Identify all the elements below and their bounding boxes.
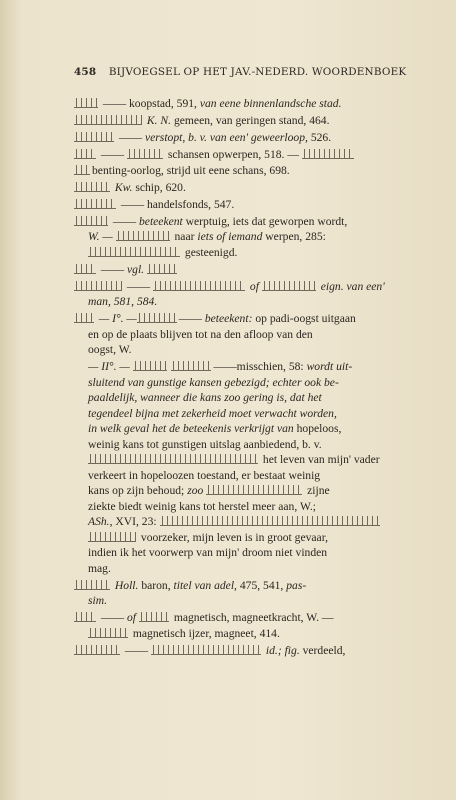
page-number: 458 [74,66,97,78]
javanese-script [88,628,128,638]
javanese-script [153,281,245,291]
running-header [74,66,434,78]
javanese-script [74,313,94,323]
entry-padi-oogst: — I°. — —— beteekent: op padi-oogst uitgaan en op de plaats blijven tot na den afloop van den oogst, W. [74,311,424,358]
javanese-script [139,612,169,622]
javanese-script [74,115,142,125]
javanese-script [74,165,90,175]
entry-verdeeld: —— id.; fig. verdeeld, [74,643,424,659]
entry-gemeen: K. N. gemeen, van geringen stand, 464. [74,113,424,129]
javanese-script [160,516,380,526]
javanese-script [74,264,96,274]
javanese-script [74,281,122,291]
javanese-script [74,216,108,226]
entry-schip: Kw. schip, 620. [74,180,424,196]
entry-handelsfonds: —— handelsfonds, 547. [74,197,424,213]
javanese-script [171,361,211,371]
entry-verstopt: —— verstopt, b. v. van een' geweerloop, 526. [74,130,424,146]
javanese-script [74,199,116,209]
running-title: BIJVOEGSEL OP HET JAV.-NEDERD. WOORDENBOEK [108,66,407,78]
entry-vgl: —— vgl. [74,262,424,278]
javanese-script [133,361,167,371]
javanese-script [206,485,302,495]
javanese-script [74,182,110,192]
entry-werptuig: —— beteekent werptuig, iets dat geworpen wordt, W. — naar iets of iemand werpen, 285: gesteenigd. [74,214,424,261]
entry-magnetisch: —— of magnetisch, magneetkracht, W. — magnetisch ijzer, magneet, 414. [74,610,424,641]
javanese-script [74,612,96,622]
javanese-script [137,313,177,323]
javanese-script [147,264,177,274]
entry-baron: Holl. baron, titel van adel, 475, 541, pas- sim. [74,578,424,609]
javanese-script [74,132,114,142]
javanese-script [74,98,98,108]
entry-schansen: —— schansen opwerpen, 518. — benting-oorlog, strijd uit eene schans, 698. [74,147,424,178]
javanese-script [262,281,316,291]
entry-koopstad: —— koopstad, 591, van eene binnenlandsche stad. [74,96,424,112]
javanese-script [88,454,258,464]
entry-eign: —— of eign. van een' man, 581, 584. [74,279,424,310]
javanese-script [74,645,120,655]
javanese-script [116,231,170,241]
javanese-script [74,149,96,159]
entry-misschien: — II°. — ——misschien, 58: wordt uit- sluitend van gunstige kansen gebezigd; echter ook be- paaldelijk, wanneer die kans zoo gering is, dat het tegendeel bijna met zekerheid moet verwacht worden, in welk geval het de beteekenis verkrijgt van hopeloos, weinig kans tot gunstigen uitslag aanbiedend, b. v. het leven van mijn' vader verkeert in hopeloozen toestand, er bestaat weinig kans op zijn behoud; zoo zijne ziekte biedt weinig kans tot herstel meer aan, W.; ASh., XVI, 23: voorzeker, mijn leven is in groot gevaar, indien ik het voorwerp van mijn' droom niet vinden mag. [88,360,380,575]
javanese-script [151,645,261,655]
javanese-script [88,247,180,257]
javanese-script [127,149,163,159]
javanese-script [74,580,110,590]
dictionary-body [74,96,424,660]
javanese-script [88,532,136,542]
javanese-script [302,149,354,159]
